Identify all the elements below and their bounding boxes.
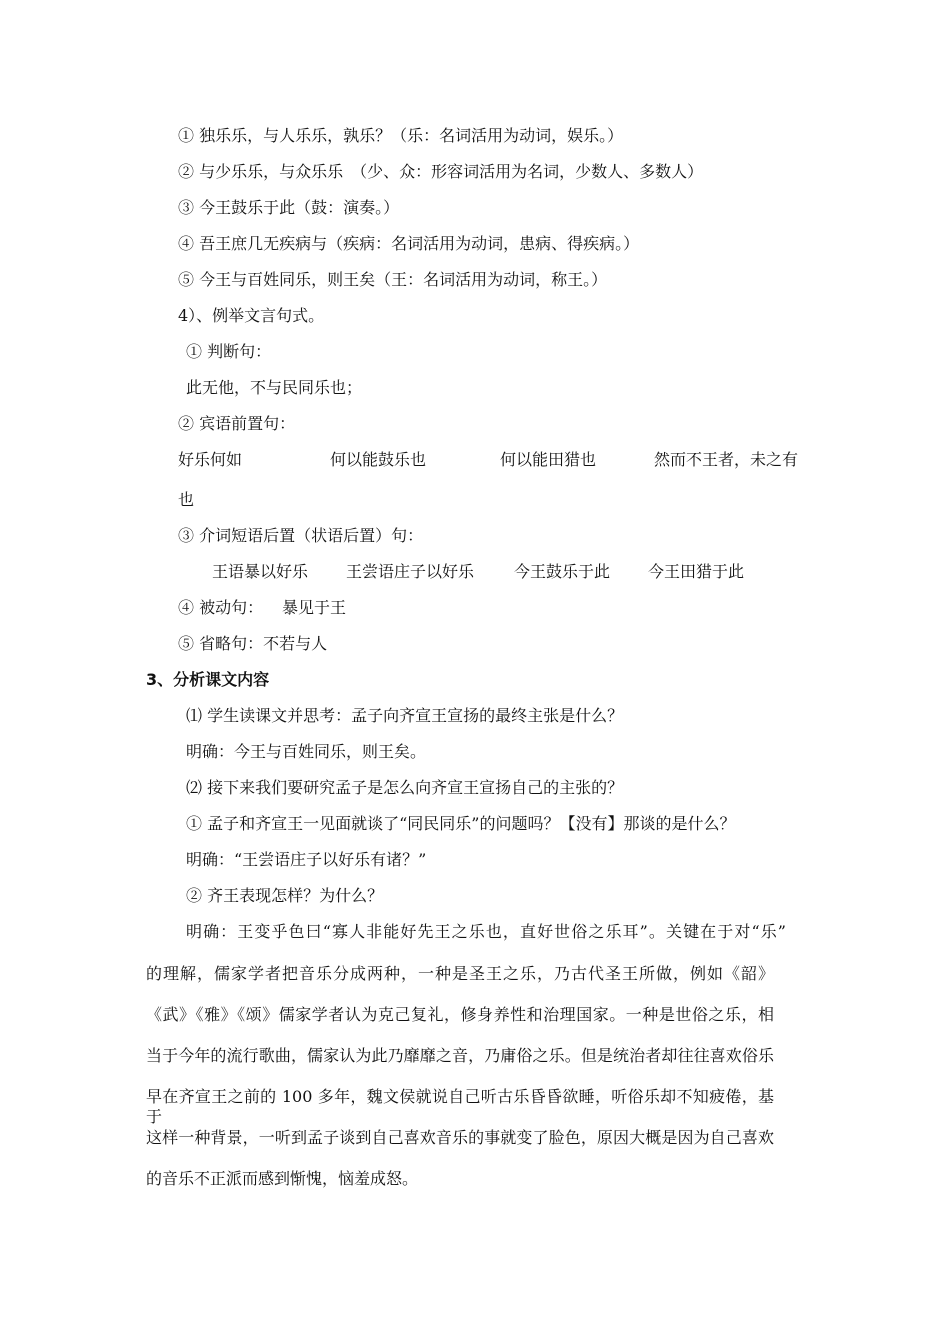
- question-1: ⑴ 学生读课文并思考：孟子向齐宣王宣扬的最终主张是什么？: [186, 706, 624, 725]
- prep-example-3: 今王鼓乐于此: [514, 562, 611, 581]
- paragraph-line-2: 的理解，儒家学者把音乐分成两种，一种是圣王之乐，乃古代圣王所做，例如《韶》: [146, 964, 774, 983]
- omission-sentence: ⑤ 省略句：不若与人: [178, 634, 328, 653]
- paragraph-line-4: 当于今年的流行歌曲，儒家认为此乃靡靡之音，乃庸俗之乐。但是统治者却往往喜欢俗乐: [146, 1046, 774, 1065]
- prep-example-1: 王语暴以好乐: [212, 562, 309, 581]
- vocab-item-1: ① 独乐乐，与人乐乐，孰乐？（乐：名词活用为动词，娱乐。）: [178, 126, 624, 145]
- answer-2a: 明确：“王尝语庄子以好乐有诸？”: [186, 850, 427, 869]
- question-2a: ① 孟子和齐宣王一见面就谈了“同民同乐”的问题吗？【没有】那谈的是什么？: [186, 814, 736, 833]
- section-heading: 3、分析课文内容: [146, 670, 270, 689]
- object-example-4: 然而不王者，未之有: [654, 450, 799, 469]
- object-example-2: 何以能鼓乐也: [330, 450, 427, 469]
- object-example-1: 好乐何如: [178, 450, 243, 469]
- paragraph-line-6: 这样一种背景，一听到孟子谈到自己喜欢音乐的事就变了脸色，原因大概是因为自己喜欢: [146, 1128, 774, 1147]
- object-example-3: 何以能田猎也: [500, 450, 597, 469]
- passive-label: ④ 被动句：: [178, 598, 264, 617]
- answer-1: 明确：今王与百姓同乐，则王矣。: [186, 742, 427, 761]
- paragraph-line-5: 早在齐宣王之前的 100 多年，魏文侯就说自己听古乐昏昏欲睡，听俗乐却不知疲倦，基于: [146, 1087, 774, 1126]
- vocab-item-4: ④ 吾王庶几无疾病与（疾病：名词活用为动词，患病、得疾病。）: [178, 234, 640, 253]
- object-example-tail: 也: [178, 490, 195, 509]
- vocab-item-3: ③ 今王鼓乐于此（鼓：演奏。）: [178, 198, 400, 217]
- question-2: ⑵ 接下来我们要研究孟子是怎么向齐宣王宣扬自己的主张的？: [186, 778, 624, 797]
- object-preposing-label: ② 宾语前置句：: [178, 414, 296, 433]
- prep-example-4: 今王田猎于此: [648, 562, 745, 581]
- patterns-heading: 4）、例举文言句式。: [178, 306, 325, 325]
- question-2b: ② 齐王表现怎样？为什么？: [186, 886, 384, 905]
- prep-example-2: 王尝语庄子以好乐: [346, 562, 475, 581]
- passive-example: 暴见于王: [282, 598, 347, 617]
- paragraph-line-3: 《武》《雅》《颂》儒家学者认为克己复礼，修身养性和治理国家。一种是世俗之乐，相: [146, 1005, 774, 1024]
- paragraph-line-1: 明确：王变乎色曰“寡人非能好先王之乐也，直好世俗之乐耳”。关键在于对“乐”: [186, 922, 786, 941]
- judgment-label: ① 判断句：: [186, 342, 272, 361]
- judgment-example: 此无他，不与民同乐也；: [186, 378, 363, 397]
- vocab-item-5: ⑤ 今王与百姓同乐，则王矣（王：名词活用为动词，称王。）: [178, 270, 608, 289]
- vocab-item-2: ② 与少乐乐，与众乐乐 （少、众：形容词活用为名词，少数人、多数人）: [178, 162, 704, 181]
- prep-postposing-label: ③ 介词短语后置（状语后置）句：: [178, 526, 424, 545]
- paragraph-line-7: 的音乐不正派而感到惭愧，恼羞成怒。: [146, 1169, 419, 1188]
